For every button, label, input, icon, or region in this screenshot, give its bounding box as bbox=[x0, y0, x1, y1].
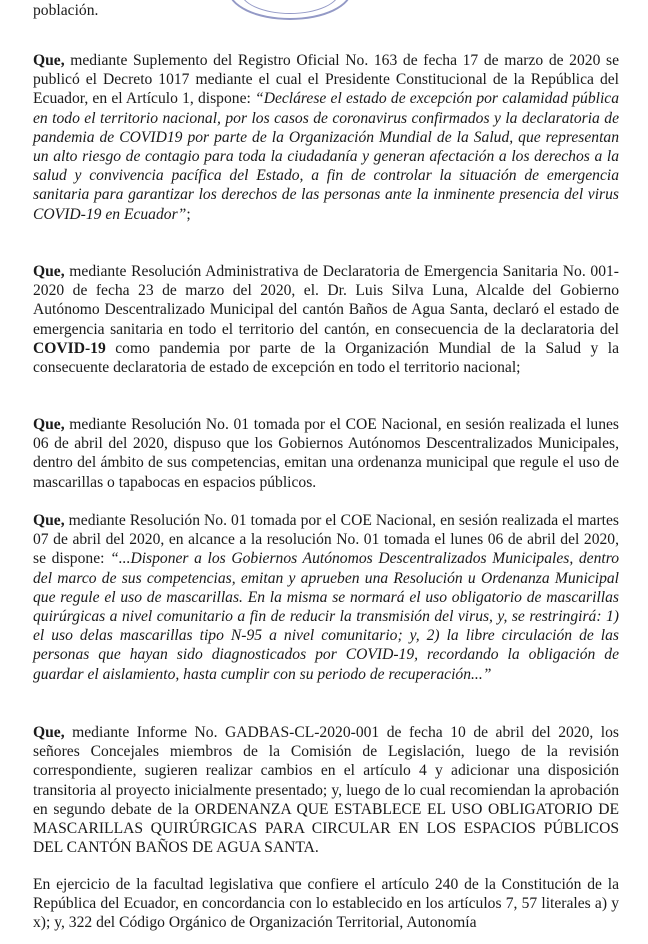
paragraph-continuation bbox=[33, 1, 619, 20]
paragraph-text: En ejercicio de la facultad legislativa que confiere el artículo 240 de la Constitución de la República del Ecuador, en concordancia con lo establecido en los artículos 7, 57 literales a) y x); y, 322 del Código Orgánico de Organización Territorial, Autonomía bbox=[33, 876, 619, 932]
paragraph-text: mediante Resolución Administrativa de Declaratoria de Emergencia Sanitaria No. 001-2020 de fecha 23 de marzo del 2020, el. Dr. Luis Silva Luna, Alcalde del Gobierno Autónomo Descentralizado Municipal del cantón Baños de Agua Santa, declaró el estado de emergencia sanitaria en todo el territorio del cantón, en consecuencia de la declaratoria del bbox=[33, 263, 619, 338]
paragraph-coe-06-abril bbox=[33, 415, 619, 492]
paragraph-tail: como pandemia por parte de la Organización Mundial de la Salud y la consecuente declaratoria de estado de excepción en todo el territorio nacional; bbox=[33, 339, 619, 377]
quoted-text: “...Disponer a los Gobiernos Autónomos Descentralizados Municipales, dentro del marco de sus competencias, emitan y aprueben una Resolución u Ordenanza Municipal que regule el uso de mascarillas. En la misma se normará el uso obligatorio de mascarillas quirúrgicas a nivel comunitario a fin de reducir la transmisión del virus, y, se restringirá: 1) el uso delas mascarillas tipo N-95 a nivel comunitario; y, 2) la libre circulación de las personas que hayan sido diagnosticados por COVID-19, recordando la obligación de guardar el aislamiento, hasta cumplir con su periodo de recuperación...” bbox=[33, 550, 619, 683]
paragraph-informe-comision bbox=[33, 723, 619, 857]
paragraph-text: mediante Resolución No. 01 tomada por el COE Nacional, en sesión realizada el lunes 06 de abril del 2020, dispuso que los Gobiernos Autónomos Descentralizados Municipales, dentro del ámbito de sus competencias, emitan una ordenanza municipal que regule el uso de mascarillas o tapabocas en espacios públicos. bbox=[33, 416, 619, 491]
paragraph-text: población. bbox=[33, 2, 99, 19]
paragraph-resolucion-emergencia bbox=[33, 262, 619, 377]
paragraph-text: mediante Informe No. GADBAS-CL-2020-001 de fecha 10 de abril del 2020, los señores Concejales miembros de la Comisión de Legislación, luego de la revisión correspondiente, sugieren realizar cambios en el artículo 4 y adicionar una disposición transitoria al proyecto inicialmente presentado; y, luego de lo cual recomiendan la aprobación en segundo debate de la ORDENANZA QUE ESTABLECE EL USO OBLIGATORIO DE MASCARILLAS QUIRÚRGICAS PARA CIRCULAR EN LOS ESPACIOS PÚBLICOS DEL CANTÓN BAÑOS DE AGUA SANTA. bbox=[33, 724, 619, 857]
paragraph-lead: Que, bbox=[33, 512, 65, 529]
paragraph-tail: ; bbox=[186, 205, 191, 223]
paragraph-lead: Que, bbox=[33, 416, 65, 433]
paragraph-facultad-legislativa bbox=[33, 875, 619, 933]
paragraph-text: mediante Suplemento del Registro Oficial No. 163 de fecha 17 de marzo de 2020 se publicó el Decreto 1017 mediante el cual el Presidente Constitucional de la República del Ecuador, en el Artículo 1, dispone: bbox=[33, 52, 619, 108]
paragraph-lead: Que, bbox=[33, 263, 65, 280]
paragraph-lead: Que, bbox=[33, 724, 65, 741]
paragraph-coe-07-abril bbox=[33, 511, 619, 684]
quoted-text: “Declárese el estado de excepción por calamidad pública en todo el territorio nacional, por los casos de coronavirus confirmados y la declaratoria de pandemia de COVID19 por parte de la Organización Mundial de la Salud, que representan un alto riesgo de contagio para toda la ciudadanía y generan afectación a los derechos a la salud y convivencia pacífica del Estado, a fin de controlar la situación de emergencia sanitaria para garantizar los derechos de las personas ante la inminente presencia del virus COVID-19 en Ecuador” bbox=[33, 90, 619, 223]
paragraph-lead: Que, bbox=[33, 52, 65, 69]
paragraph-decreto-1017 bbox=[33, 51, 619, 224]
paragraph-text: mediante Resolución No. 01 tomada por el COE Nacional, en sesión realizada el martes 07 de abril del 2020, en alcance a la resolución No. 01 tomada el lunes 06 de abril del 2020, se dispone: bbox=[33, 512, 619, 568]
bold-term: COVID-19 bbox=[33, 339, 106, 357]
